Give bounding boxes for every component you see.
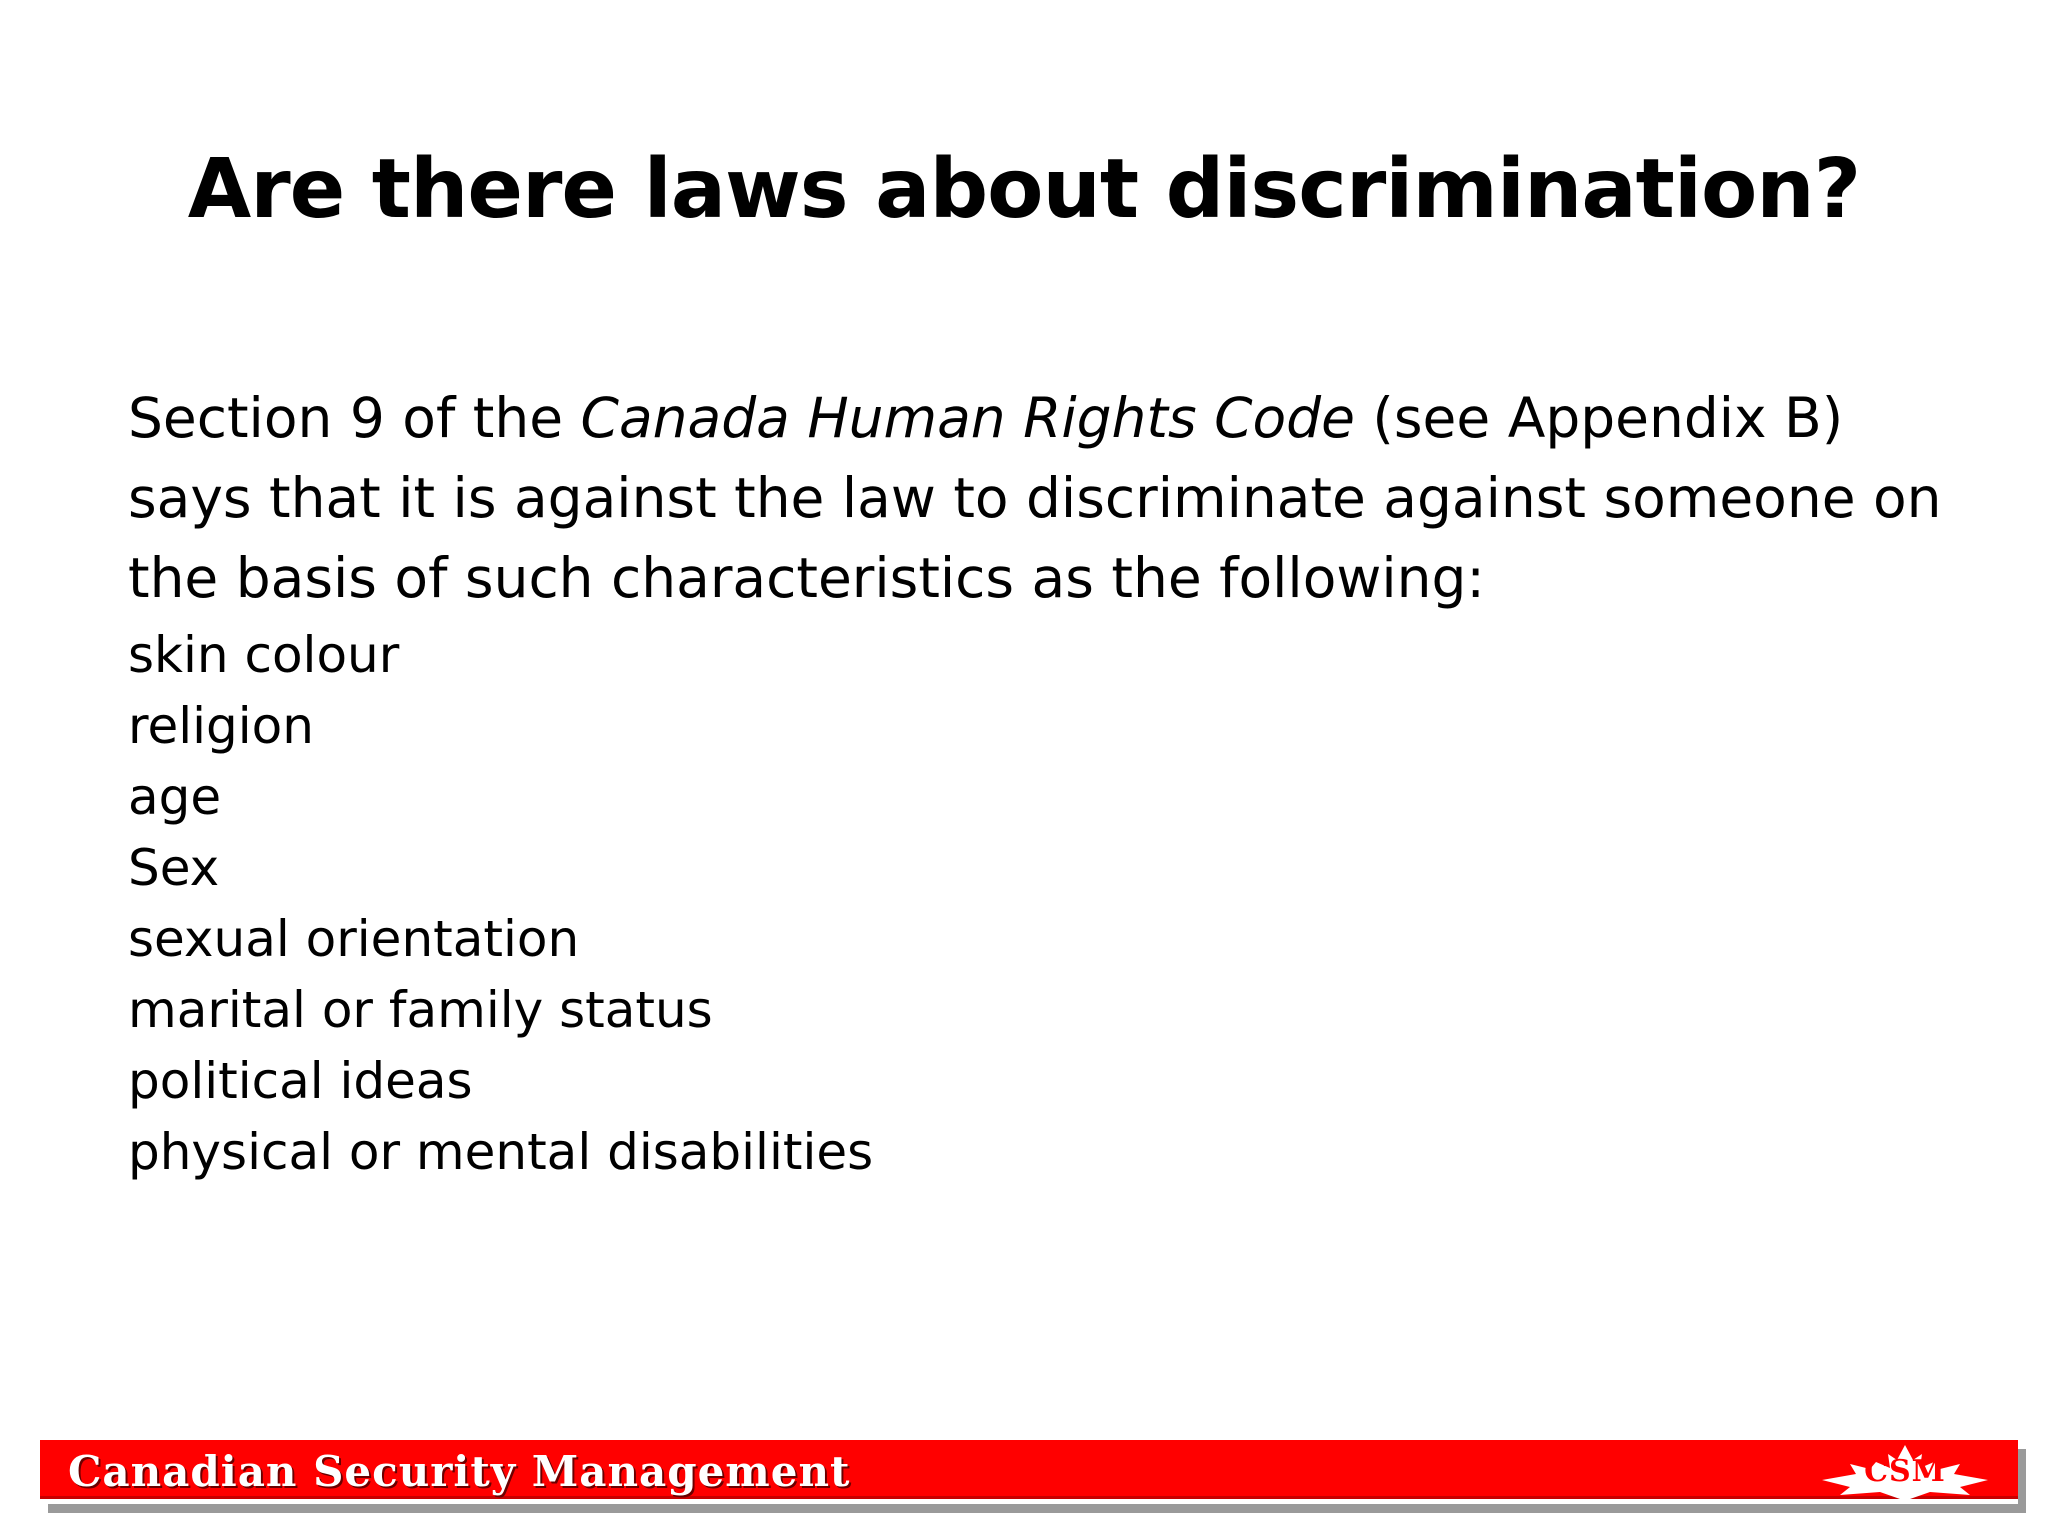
organization-name: Canadian Security Management <box>68 1447 851 1496</box>
characteristics-list <box>128 620 873 1188</box>
characteristic-item: political ideas <box>128 1052 473 1110</box>
intro-paragraph <box>128 378 1958 618</box>
logo-text: CSM <box>1864 1454 1946 1489</box>
characteristic-item: sexual orientation <box>128 910 580 968</box>
footer-bar <box>40 1440 2018 1504</box>
characteristic-item: religion <box>128 697 314 755</box>
characteristic-item: age <box>128 768 222 826</box>
characteristic-item: skin colour <box>128 626 400 684</box>
code-name: Canada Human Rights Code <box>580 386 1355 450</box>
intro-text-end: (see Appendix B) says that it is against the law to discriminate against someone on the basis of such characteristics as the following: <box>128 386 1942 610</box>
intro-text-start: Section 9 of the <box>128 386 581 450</box>
characteristic-item: Sex <box>128 839 220 897</box>
characteristic-item: marital or family status <box>128 981 713 1039</box>
characteristic-item: physical or mental disabilities <box>128 1123 874 1181</box>
csm-logo <box>1810 1442 2000 1502</box>
slide-title: Are there laws about discrimination? <box>187 142 1861 237</box>
